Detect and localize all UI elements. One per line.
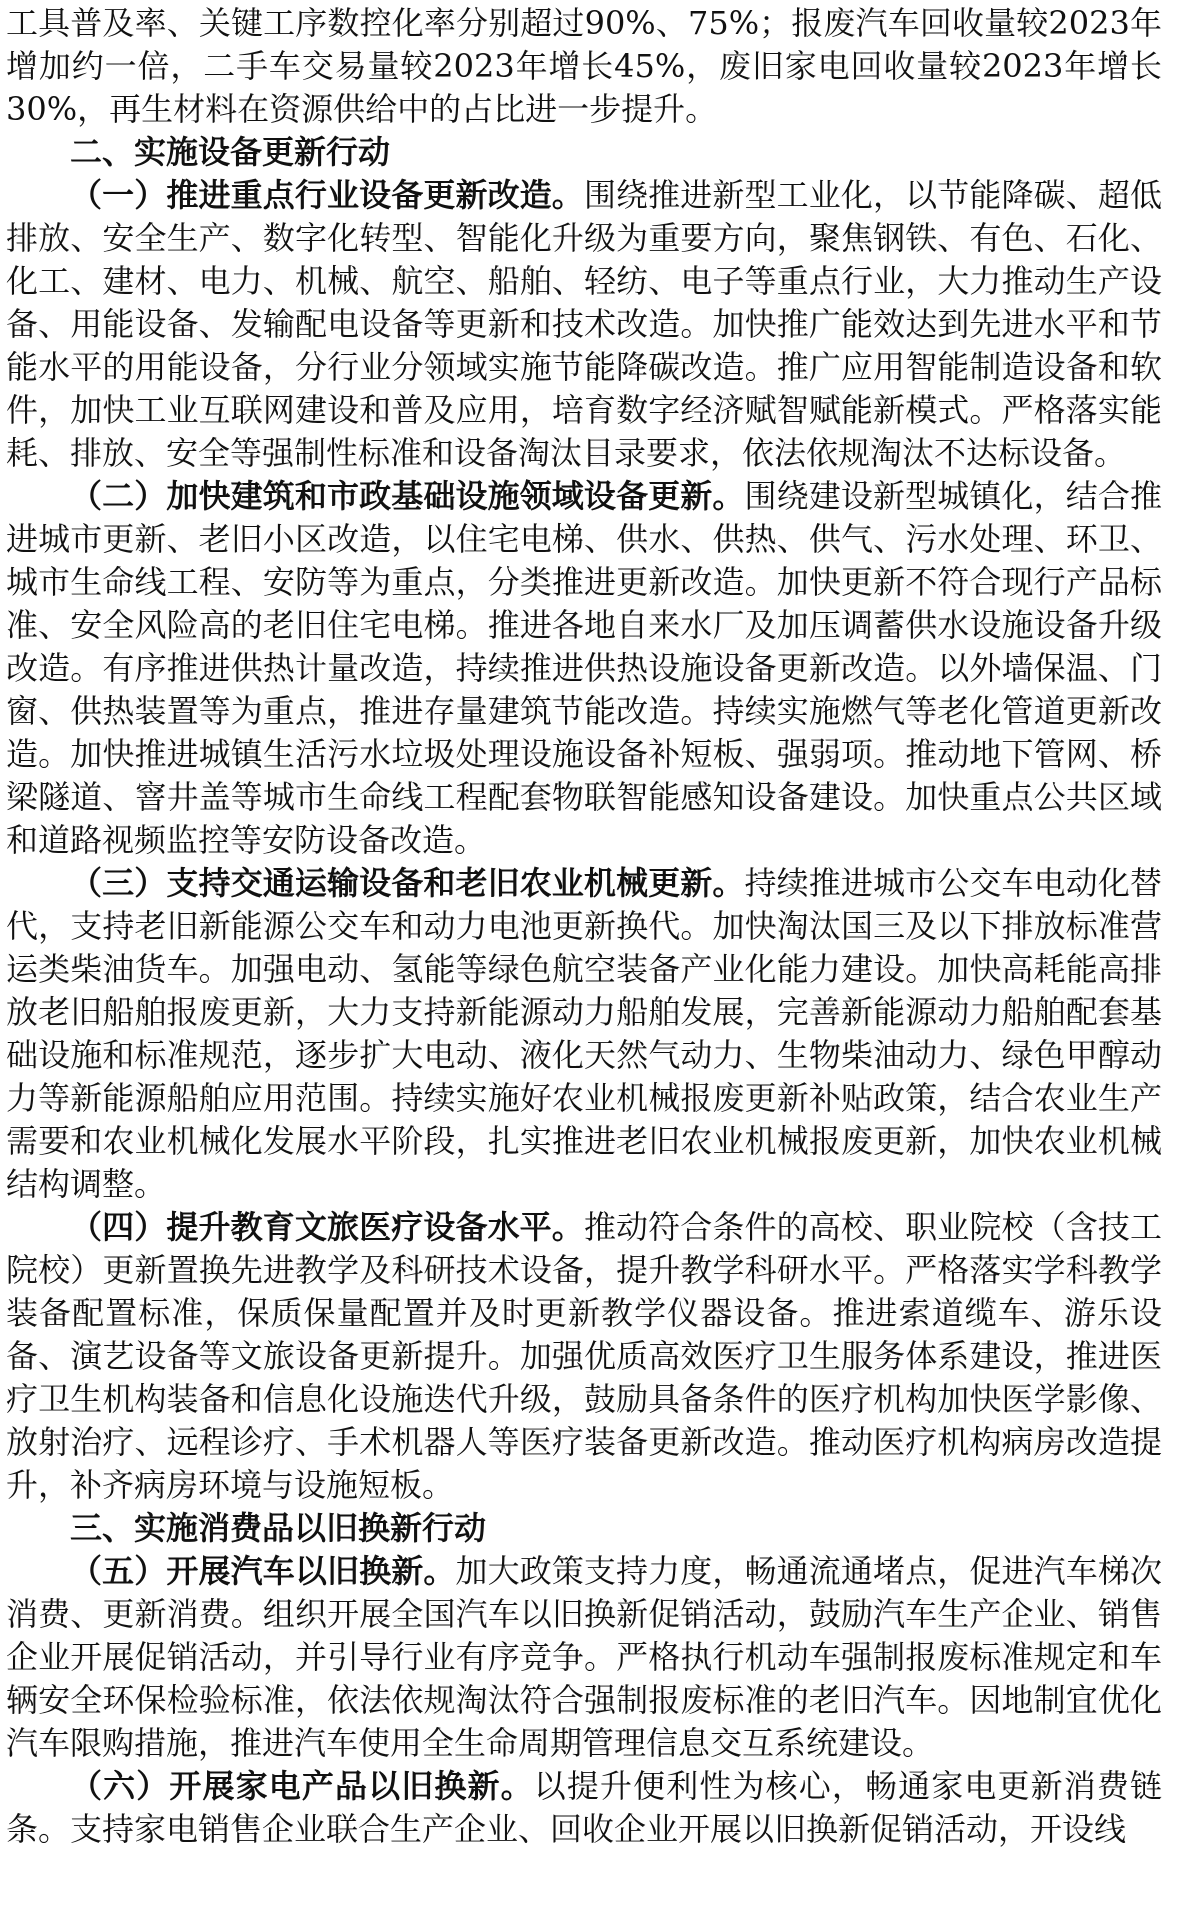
paragraph-text: 持续推进城市公交车电动化替代，支持老旧新能源公交车和动力电池更新换代。加快淘汰国三及以下排放标准营运类柴油货车。加强电动、氢能等绿色航空装备产业化能力建设。加快高耗能高排放老旧船舶报废更新，大力支持新能源动力船舶发展，完善新能源动力船舶配套基础设施和标准规范，逐步扩大电动、液化天然气动力、生物柴油动力、绿色甲醇动力等新能源船舶应用范围。持续实施好农业机械报废更新补贴政策，结合农业生产需要和农业机械化发展水平阶段，扎实推进老旧农业机械报废更新，加快农业机械结构调整。 bbox=[6, 864, 1162, 1203]
paragraph-text: 围绕建设新型城镇化，结合推进城市更新、老旧小区改造，以住宅电梯、供水、供热、供气、污水处理、环卫、城市生命线工程、安防等为重点，分类推进更新改造。加快更新不符合现行产品标准、安全风险高的老旧住宅电梯。推进各地自来水厂及加压调蓄供水设施设备升级改造。有序推进供热计量改造，持续推进供热设施设备更新改造。以外墙保温、门窗、供热装置等为重点，推进存量建筑节能改造。持续实施燃气等老化管道更新改造。加快推进城镇生活污水垃圾处理设施设备补短板、强弱项。推动地下管网、桥梁隧道、窨井盖等城市生命线工程配套物联智能感知设备建设。加快重点公共区域和道路视频监控等安防设备改造。 bbox=[6, 477, 1162, 859]
paragraph-item-1 bbox=[6, 174, 1162, 475]
paragraph-item-5 bbox=[6, 1550, 1162, 1765]
paragraph-text: 加大政策支持力度，畅通流通堵点，促进汽车梯次消费、更新消费。组织开展全国汽车以旧换新促销活动，鼓励汽车生产企业、销售企业开展促销活动，并引导行业有序竞争。严格执行机动车强制报废标准规定和车辆安全环保检验标准，依法依规淘汰符合强制报废标准的老旧汽车。因地制宜优化汽车限购措施，推进汽车使用全生命周期管理信息交互系统建设。 bbox=[6, 1552, 1162, 1762]
item-lead: （一）推进重点行业设备更新改造。 bbox=[70, 176, 584, 214]
paragraph-item-6 bbox=[6, 1765, 1162, 1851]
paragraph-item-3 bbox=[6, 862, 1162, 1206]
item-lead: （四）提升教育文旅医疗设备水平。 bbox=[70, 1208, 584, 1246]
paragraph-text: 以提升便利性为核心，畅通家电更新消费链条。支持家电销售企业联合生产企业、回收企业开展以旧换新促销活动，开设线 bbox=[6, 1767, 1162, 1848]
item-lead: （六）开展家电产品以旧换新。 bbox=[70, 1767, 534, 1805]
section-heading-trade-in bbox=[6, 1507, 1162, 1550]
paragraph-item-2 bbox=[6, 475, 1162, 862]
heading-text: 三、实施消费品以旧换新行动 bbox=[70, 1509, 487, 1547]
paragraph-text: 工具普及率、关键工序数控化率分别超过90%、75%；报废汽车回收量较2023年增加约一倍，二手车交易量较2023年增长45%，废旧家电回收量较2023年增长30%，再生材料在资源供给中的占比进一步提升。 bbox=[6, 4, 1162, 128]
paragraph-text: 推动符合条件的高校、职业院校（含技工院校）更新置换先进教学及科研技术设备，提升教学科研水平。严格落实学科教学装备配置标准，保质保量配置并及时更新教学仪器设备。推进索道缆车、游乐设备、演艺设备等文旅设备更新提升。加强优质高效医疗卫生服务体系建设，推进医疗卫生机构装备和信息化设施迭代升级，鼓励具备条件的医疗机构加快医学影像、放射治疗、远程诊疗、手术机器人等医疗装备更新改造。推动医疗机构病房改造提升，补齐病房环境与设施短板。 bbox=[6, 1208, 1162, 1504]
item-lead: （二）加快建筑和市政基础设施领域设备更新。 bbox=[70, 477, 745, 515]
heading-text: 二、实施设备更新行动 bbox=[70, 133, 391, 171]
item-lead: （三）支持交通运输设备和老旧农业机械更新。 bbox=[70, 864, 745, 902]
section-heading-equipment-renewal bbox=[6, 131, 1162, 174]
paragraph-item-4 bbox=[6, 1206, 1162, 1507]
item-lead: （五）开展汽车以旧换新。 bbox=[70, 1552, 456, 1590]
paragraph-text: 围绕推进新型工业化，以节能降碳、超低排放、安全生产、数字化转型、智能化升级为重要方向，聚焦钢铁、有色、石化、化工、建材、电力、机械、航空、船舶、轻纺、电子等重点行业，大力推动生产设备、用能设备、发输配电设备等更新和技术改造。加快推广能效达到先进水平和节能水平的用能设备，分行业分领域实施节能降碳改造。推广应用智能制造设备和软件，加快工业互联网建设和普及应用，培育数字经济赋智赋能新模式。严格落实能耗、排放、安全等强制性标准和设备淘汰目录要求，依法依规淘汰不达标设备。 bbox=[6, 176, 1162, 472]
paragraph-intro-continuation bbox=[6, 2, 1162, 131]
